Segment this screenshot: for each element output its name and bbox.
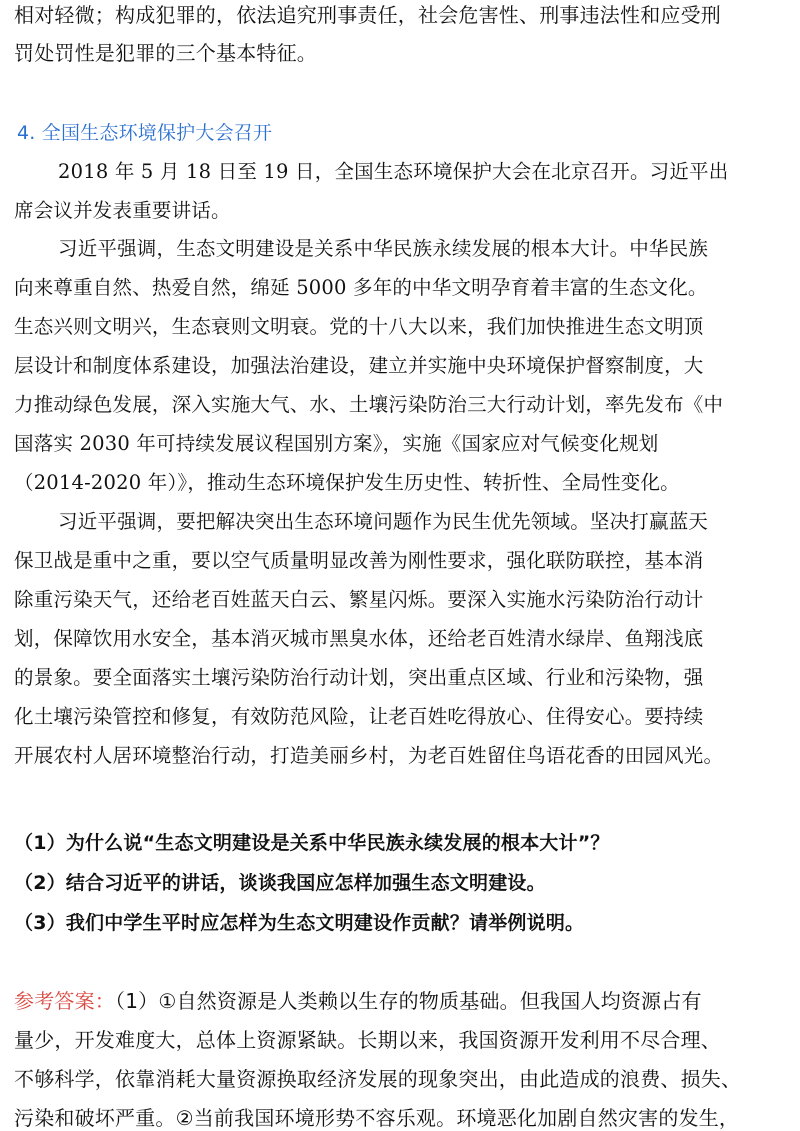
answer-label: 参考答案： <box>14 989 115 1013</box>
intro-line-2: 罚处罚性是犯罪的三个基本特征。 <box>14 41 317 65</box>
para3-line-4: 划，保障饮用水安全，基本消灭城市黑臭水体，还给老百姓清水绿岸、鱼翔浅底 <box>14 627 704 650</box>
para1-line-2: 席会议并发表重要讲话。 <box>14 199 231 222</box>
question-2: （2）结合习近平的讲话，谈谈我国应怎样加强生态文明建设。 <box>14 872 546 894</box>
answer-line-2: 量少，开发难度大，总体上资源紧缺。长期以来，我国资源开发利用不尽合理、 <box>14 1028 721 1052</box>
para3-line-1: 习近平强调，要把解决突出生态环境问题作为民生优先领域。坚决打赢蓝天 <box>58 510 709 533</box>
para3-line-2: 保卫战是重中之重，要以空气质量明显改善为刚性要求，强化联防联控，基本消 <box>14 549 704 572</box>
answer-line-1 <box>14 988 800 1014</box>
answer-line-1-text: （1）①自然资源是人类赖以生存的物质基础。但我国人均资源占有 <box>115 989 702 1013</box>
para3-line-5: 的景象。要全面落实土壤污染防治行动计划，突出重点区域、行业和污染物，强 <box>14 666 704 689</box>
para2-line-2: 向来尊重自然、热爱自然，绵延 5000 多年的中华文明孕育着丰富的生态文化。 <box>14 276 708 299</box>
question-3: （3）我们中学生平时应怎样为生态文明建设作贡献？请举例说明。 <box>14 912 585 934</box>
para2-line-7: （2014-2020 年）》，推动生态环境保护发生历史性、转折性、全局性变化。 <box>14 471 680 494</box>
question-1: （1）为什么说“生态文明建设是关系中华民族永续发展的根本大计”？ <box>14 832 610 854</box>
answer-line-3: 不够科学，依靠消耗大量资源换取经济发展的现象突出，由此造成的浪费、损失、 <box>14 1067 742 1091</box>
para2-line-6: 国落实 2030 年可持续发展议程国别方案》，实施《国家应对气候变化规划 <box>14 432 659 455</box>
para2-line-5: 力推动绿色发展，深入实施大气、水、土壤污染防治三大行动计划，率先发布《中 <box>14 393 724 416</box>
para3-line-3: 除重污染天气，还给老百姓蓝天白云、繁星闪烁。要深入实施水污染防治行动计 <box>14 588 704 611</box>
para2-line-4: 层设计和制度体系建设，加强法治建设，建立并实施中央环境保护督察制度，大 <box>14 354 704 377</box>
para1-line-1: 2018 年 5 月 18 日至 19 日，全国生态环境保护大会在北京召开。习近平出 <box>58 160 729 183</box>
para3-line-7: 开展农村人居环境整治行动，打造美丽乡村，为老百姓留住鸟语花香的田园风光。 <box>14 744 724 767</box>
para2-line-1: 习近平强调，生态文明建设是关系中华民族永续发展的根本大计。中华民族 <box>58 237 709 260</box>
para2-line-3: 生态兴则文明兴，生态衰则文明衰。党的十八大以来，我们加快推进生态文明顶 <box>14 315 704 338</box>
answer-line-4: 污染和破坏严重。②当前我国环境形势不容乐观。环境恶化加剧自然灾害的发生， <box>14 1106 740 1130</box>
section-heading: 4. 全国生态环境保护大会召开 <box>17 122 273 144</box>
para3-line-6: 化土壤污染管控和修复，有效防范风险，让老百姓吃得放心、住得安心。要持续 <box>14 705 704 728</box>
intro-line-1: 相对轻微；构成犯罪的，依法追究刑事责任，社会危害性、刑事违法性和应受刑 <box>14 3 721 27</box>
